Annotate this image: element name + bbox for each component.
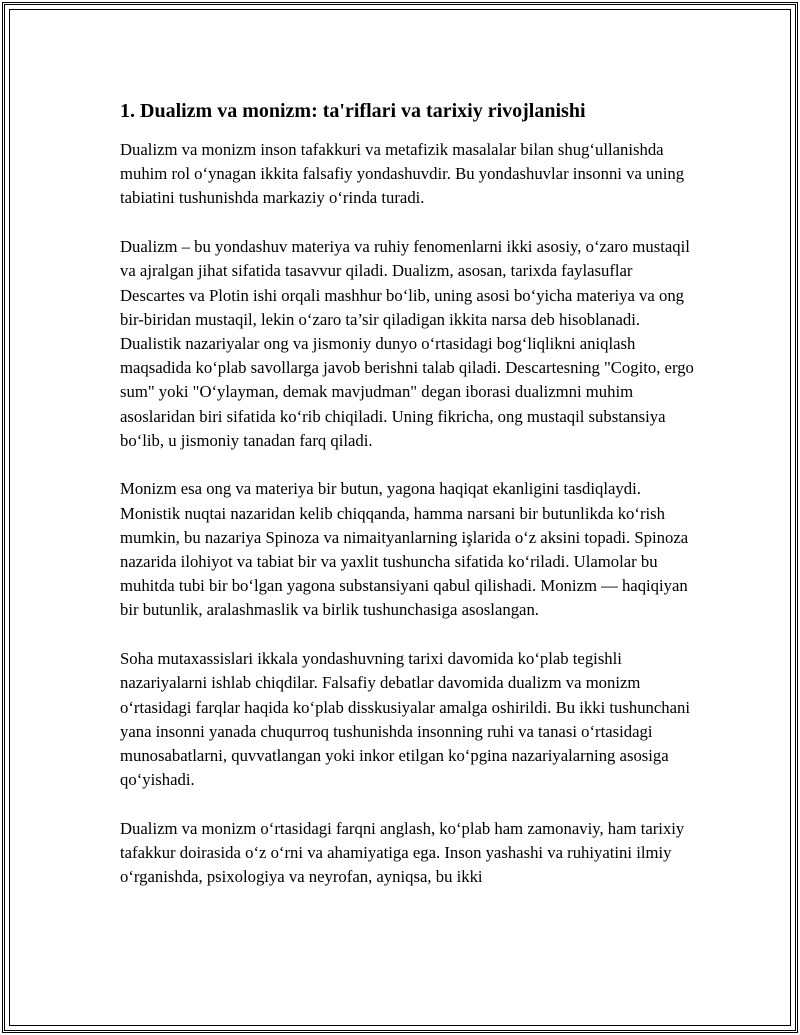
paragraph-significance: Dualizm va monizm o‘rtasidagi farqni anglash, ko‘plab ham zamonaviy, ham tarixiy tafakkur doirasida o‘z o‘rni va ahamiyatiga ega. Inson yashashi va ruhiyatini ilmiy o‘rganishda, psixologiya va neyrofan, ayniqsa, bu ikki	[120, 818, 685, 887]
paragraph-dualism: Dualizm – bu yondashuv materiya va ruhiy fenomenlarni ikki asosiy, o‘zaro mustaqil va ajralgan jihat sifatida tasavvur qiladi. Dualizm, asosan, tarixda faylasuflar Descartes va Plotin ishi orqali mashhur bo‘lib, uning asosi bo‘yicha materiya va ong bir-biridan mustaqil, lekin o‘zaro ta’sir qiladigan ikkita narsa deb hisoblanadi. Dualistik nazariyalar ong va jismoniy dunyo o‘rtasidagi bog‘liqlikni aniqlash maqsadida ko‘plab savollarga javob berishni talab qiladi. Descartesning "Cogito, ergo sum" yoki "O‘ylayman, demak mavjudman" degan iborasi dualizmni muhim asoslaridan biri sifatida ko‘rib chiqiladi. Uning fikricha, ong mustaqil substansiya bo‘lib, u jismoniy tanadan farq qiladi.	[120, 237, 694, 450]
document-body	[120, 97, 695, 914]
paragraph-monism: Monizm esa ong va materiya bir butun, yagona haqiqat ekanligini tasdiqlaydi. Monistik nuqtai nazaridan kelib chiqqanda, hamma narsani bir butunlikda ko‘rish mumkin, bu nazariya Spinoza va nimaityanlarning işlarida o‘z aksini topadi. Spinoza nazarida ilohiyot va tabiat bir va yaxlit tushuncha sifatida ko‘riladi. Ulamolar bu muhitda tubi bir bo‘lgan yagona substansiyani qabul qilishadi. Monizm — haqiqiyan bir butunlik, aralashmaslik va birlik tushunchasiga asoslangan.	[120, 479, 689, 620]
section-heading: 1. Dualizm va monizm: ta'riflari va tarixiy rivojlanishi	[120, 100, 586, 122]
paragraph-intro: Dualizm va monizm inson tafakkuri va metafizik masalalar bilan shug‘ullanishda muhim rol o‘ynagan ikkita falsafiy yondashuvdir. Bu yondashuvlar insonni va uning tabiatini tushunishda markaziy o‘rinda turadi.	[120, 140, 685, 208]
document-page	[2, 2, 798, 1033]
paragraph-history: Soha mutaxassislari ikkala yondashuvning tarixi davomida ko‘plab tegishli nazariyalarni ishlab chiqdilar. Falsafiy debatlar davomida dualizm va monizm o‘rtasidagi farqlar haqida ko‘plab disskusiyalar amalga oshirildi. Bu ikki tushunchani yana insonni yanada chuqurroq tushunishda insonning ruhi va tanasi o‘rtasidagi munosabatlarni, quvvatlangan yoki inkor etilgan ko‘pgina nazariyalarning asosiga qo‘yishadi.	[120, 649, 691, 790]
